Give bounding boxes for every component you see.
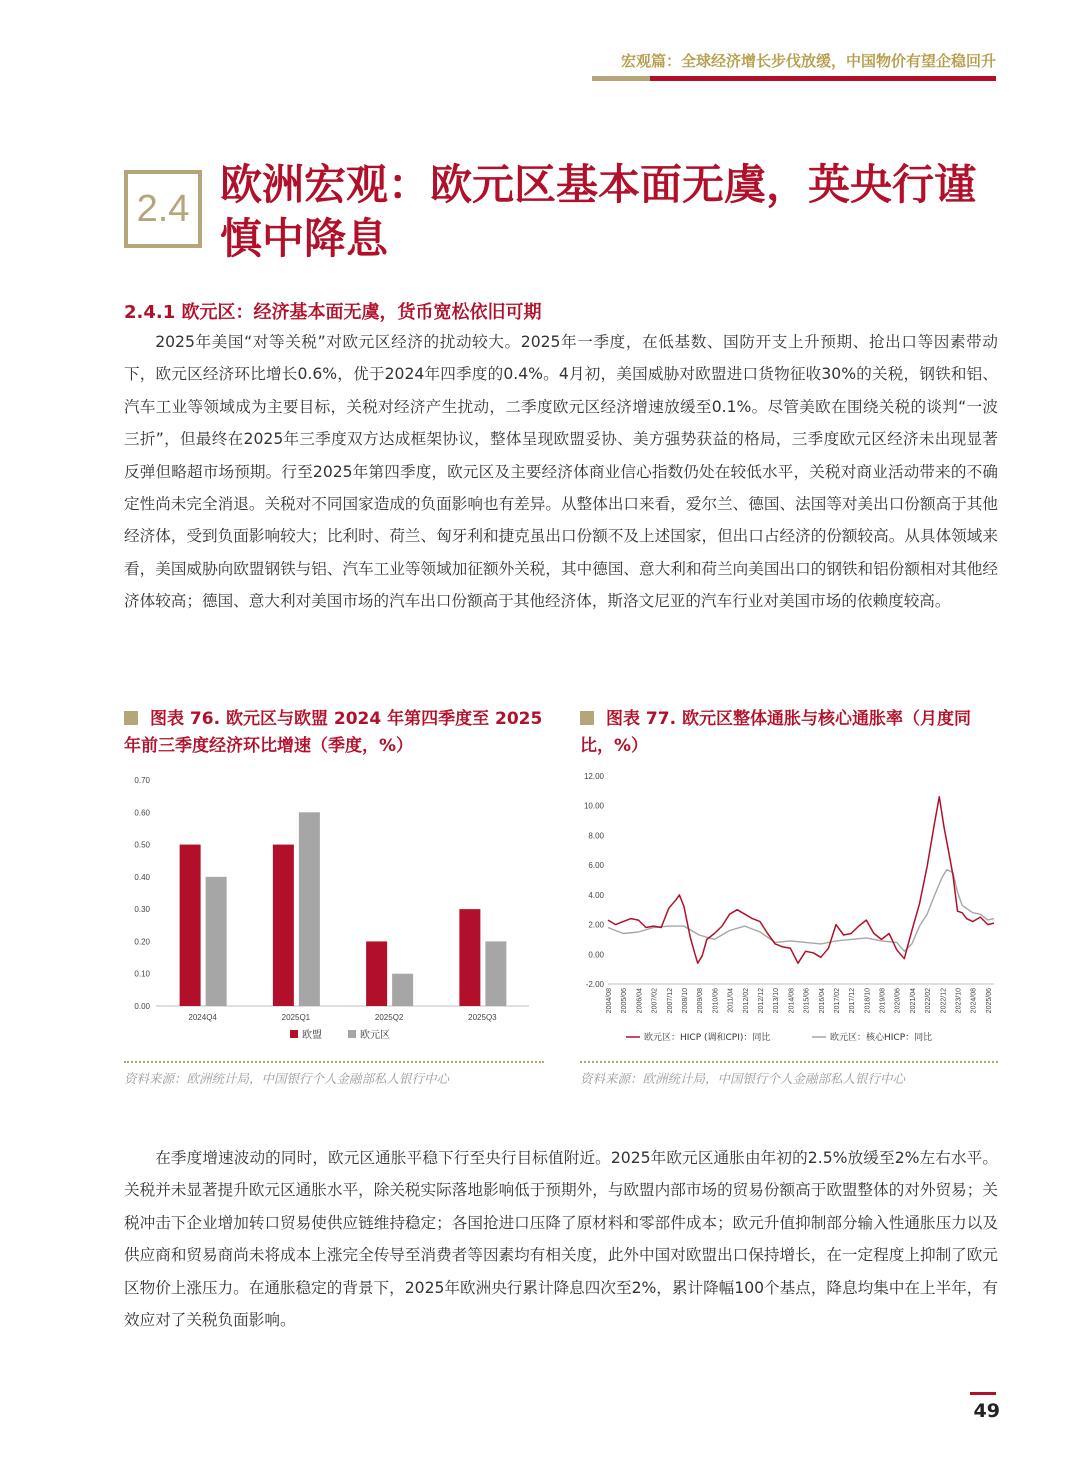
bar-2025Q1-欧盟 <box>273 845 294 1006</box>
y-tick-label: 8.00 <box>588 831 604 841</box>
x-tick-label: 2016/04 <box>818 988 826 1014</box>
y-tick-label: 0.10 <box>134 969 150 979</box>
x-tick-label: 2012/12 <box>757 988 765 1014</box>
figure-marker-icon <box>580 711 594 725</box>
legend-label: 欧元区：HICP (调和CPI)：同比 <box>644 1033 771 1043</box>
x-tick-label: 2024/08 <box>970 988 978 1014</box>
x-tick-label: 2021/04 <box>909 988 917 1014</box>
bar-2024Q4-欧元区 <box>206 877 227 1006</box>
x-tick-label: 2012/02 <box>742 988 750 1014</box>
x-tick-label: 2025Q2 <box>374 1013 404 1022</box>
section-number-box <box>124 170 202 248</box>
y-tick-label: 12.00 <box>583 772 604 781</box>
x-tick-label: 2017/02 <box>833 988 841 1014</box>
page-number: 49 <box>973 1400 1000 1422</box>
x-tick-label: 2022/02 <box>925 988 933 1014</box>
x-tick-label: 2020/06 <box>894 988 902 1014</box>
subsection-title: 2.4.1 欧元区：经济基本面无虞，货币宽松依旧可期 <box>124 302 542 323</box>
x-tick-label: 2015/06 <box>803 988 811 1014</box>
bar-2024Q4-欧盟 <box>180 845 201 1006</box>
x-tick-label: 2018/10 <box>864 988 872 1014</box>
body-paragraph-2: 在季度增速波动的同时，欧元区通胀平稳下行至央行目标值附近。2025年欧元区通胀由年初的2.5%放缓至2%左右水平。关税并未显著提升欧元区通胀水平，除关税实际落地影响低于预期外，与欧盟内部市场的贸易份额高于欧盟整体的对外贸易；关税冲击下企业增加转口贸易使供应链维持稳定；各国抢进口压降了原材料和零部件成本；欧元升值抑制部分输入性通胀压力以及供应商和贸易商尚未将成本上涨完全传导至消费者等因素均有相关度，此外中国对欧盟出口保持增长，在一定程度上抑制了欧元区物价上涨压力。在通胀稳定的背景下，2025年欧洲央行累计降息四次至2%，累计降幅100个基点，降息均集中在上半年，有效应对了关税负面影响。 <box>124 1149 998 1330</box>
x-tick-label: 2004/08 <box>606 988 613 1014</box>
y-tick-label: 0.00 <box>134 1002 150 1011</box>
x-tick-label: 2019/08 <box>879 988 887 1014</box>
y-tick-label: 0.00 <box>588 950 604 960</box>
figure-76-source: 资料来源：欧洲统计局，中国银行个人金融部私人银行中心 <box>124 1071 450 1086</box>
figure-76-title <box>124 706 554 760</box>
x-tick-label: 2013/10 <box>773 988 781 1014</box>
running-header-title: 宏观篇：全球经济增长步伐放缓，中国物价有望企稳回升 <box>620 52 996 70</box>
bar-2025Q1-欧元区 <box>299 812 320 1006</box>
x-tick-label: 2017/12 <box>849 988 857 1014</box>
x-tick-label: 2011/04 <box>727 988 735 1013</box>
header-rule-red <box>650 76 996 81</box>
x-tick-label: 2007/02 <box>651 988 659 1014</box>
y-tick-label: 0.60 <box>134 808 150 818</box>
figure-76-divider <box>124 1061 544 1063</box>
x-tick-label: 2005/06 <box>621 988 629 1014</box>
x-tick-label: 2006/04 <box>636 988 644 1014</box>
y-tick-label: 10.00 <box>583 801 604 811</box>
y-tick-label: 4.00 <box>588 890 604 900</box>
figure-77-divider <box>580 1061 998 1063</box>
y-tick-label: 0.50 <box>134 840 150 850</box>
legend-label: 欧元区 <box>360 1030 390 1041</box>
series-line-core-hicp <box>608 870 994 952</box>
y-tick-label: 0.20 <box>134 937 150 947</box>
figure-76-bar-chart <box>124 768 544 1053</box>
legend-swatch <box>348 1030 356 1038</box>
series-line-hicp <box>608 797 994 963</box>
legend-swatch <box>290 1030 298 1038</box>
body-paragraph-1: 2025年美国“对等关税”对欧元区经济的扰动较大。2025年一季度，在低基数、国防开支上升预期、抢出口等因素带动下，欧元区经济环比增长0.6%，优于2024年四季度的0.4%。4月初，美国威胁对欧盟进口货物征收30%的关税，钢铁和铝、汽车工业等领域成为主要目标，关税对经济产生扰动，二季度欧元区经济增速放缓至0.1%。尽管美欧在围绕关税的谈判“一波三折”，但最终在2025年三季度双方达成框架协议，整体呈现欧盟妥协、美方强势获益的格局，三季度欧元区经济未出现显著反弹但略超市场预期。行至2025年第四季度，欧元区及主要经济体商业信心指数仍处在较低水平，关税对商业活动带来的不确定性尚未完全消退。关税对不同国家造成的负面影响也有差异。从整体出口来看，爱尔兰、德国、法国等对美出口份额高于其他经济体，受到负面影响较大；比利时、荷兰、匈牙利和捷克虽出口份额不及上述国家，但出口占经济的份额较高。从具体领域来看，美国威胁向欧盟钢铁与铝、汽车工业等领域加征额外关税，其中德国、意大利和荷兰向美国出口的钢铁和铝份额相对其他经济体较高；德国、意大利对美国市场的汽车出口份额高于其他经济体，斯洛文尼亚的汽车行业对美国市场的依赖度较高。 <box>124 333 998 611</box>
legend-label: 欧盟 <box>302 1030 322 1041</box>
bar-2025Q3-欧元区 <box>485 941 506 1006</box>
y-tick-label: 0.70 <box>134 776 150 785</box>
figure-marker-icon <box>124 711 138 725</box>
header-rule-gold <box>592 76 650 81</box>
figure-77-title <box>580 706 1000 760</box>
x-tick-label: 2010/06 <box>712 988 720 1014</box>
y-tick-label: 0.30 <box>134 905 150 915</box>
figure-77-source: 资料来源：欧洲统计局，中国银行个人金融部私人银行中心 <box>580 1071 906 1086</box>
page-number-rule <box>970 1392 996 1395</box>
bar-2025Q2-欧元区 <box>392 974 413 1006</box>
x-tick-label: 2022/12 <box>940 988 948 1014</box>
x-tick-label: 2007/12 <box>666 988 674 1014</box>
x-tick-label: 2009/08 <box>697 988 705 1014</box>
y-tick-label: -2.00 <box>585 980 604 989</box>
figure-77-title-text: 图表 77. 欧元区整体通胀与核心通胀率（月度同比，%） <box>580 709 971 756</box>
x-tick-label: 2014/08 <box>788 988 796 1014</box>
y-tick-label: 6.00 <box>588 861 604 871</box>
section-title: 欧洲宏观：欧元区基本面无虞，英央行谨慎中降息 <box>220 160 977 263</box>
y-tick-label: 2.00 <box>588 920 604 930</box>
x-tick-label: 2023/10 <box>955 988 963 1014</box>
figure-76-title-text: 图表 76. 欧元区与欧盟 2024 年第四季度至 2025 年前三季度经济环比增速（季度，%） <box>124 709 543 756</box>
bar-2025Q2-欧盟 <box>366 941 387 1006</box>
figure-77-line-chart <box>576 768 1006 1053</box>
section-number: 2.4 <box>136 187 190 230</box>
x-tick-label: 2024Q4 <box>188 1013 217 1022</box>
y-tick-label: 0.40 <box>134 872 150 882</box>
x-tick-label: 2025/06 <box>985 988 993 1014</box>
x-tick-label: 2025Q1 <box>281 1013 311 1022</box>
legend-label: 欧元区：核心HICP：同比 <box>830 1033 933 1043</box>
bar-2025Q3-欧盟 <box>459 909 480 1006</box>
x-tick-label: 2025Q3 <box>468 1013 497 1022</box>
x-tick-label: 2008/10 <box>681 988 689 1014</box>
